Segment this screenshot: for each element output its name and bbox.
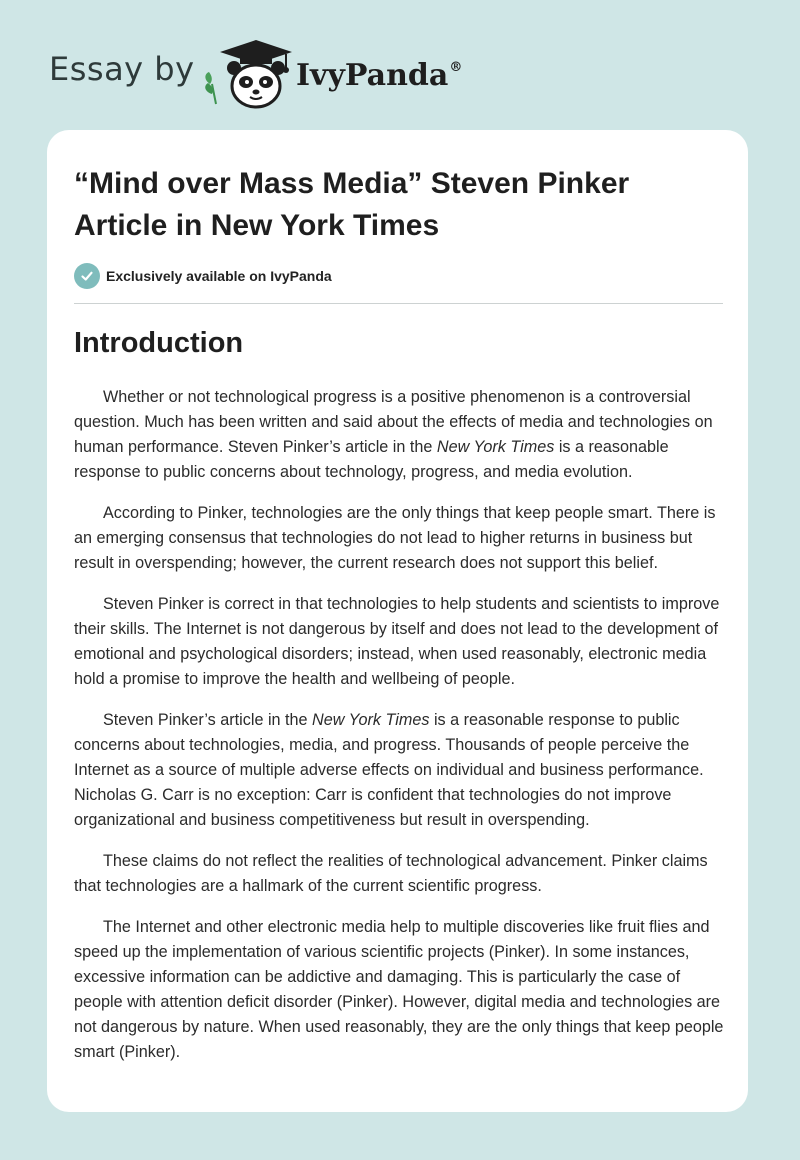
exclusive-badge [74, 263, 332, 289]
ivypanda-logo-icon[interactable] [198, 34, 298, 110]
newspaper-name: New York Times [312, 711, 430, 729]
paragraph-4-part-c: is a reasonable response to public concerns about technologies, media, and progress. Thousands of people perceive the Internet as a source of multiple adverse effects on individual and business performance. Nicholas G. Carr is no exception: Carr is confident that technologies do not improve organizational and business competitiveness but result in overspending. [74, 711, 704, 829]
paragraph-4-part-a: Steven Pinker’s article in the [103, 711, 313, 729]
check-icon [74, 263, 100, 289]
paragraph-4 [74, 708, 726, 833]
essay-card [47, 130, 748, 1112]
brand-text: IvyPanda [296, 58, 449, 93]
divider [74, 303, 723, 304]
paragraph-2: According to Pinker, technologies are the only things that keep people smart. There is an emerging consensus that technologies do not lead to higher returns in business but result in overspending; however, the current research does not support this belief. [74, 504, 716, 572]
paragraph-1-part-c: is a reasonable response to public concerns about technology, progress, and media evolution. [74, 438, 669, 481]
badge-label: Exclusively available on IvyPanda [106, 268, 332, 284]
section-heading: Introduction [74, 327, 244, 359]
paragraph-3: Steven Pinker is correct in that technologies to help students and scientists to improve their skills. The Internet is not dangerous by itself and does not lead to the development of emotional and psychological disorders; instead, when used reasonably, electronic media hold a promise to improve the health and wellbeing of people. [74, 595, 720, 688]
registered-mark: ® [449, 60, 463, 75]
paragraph-1 [74, 385, 726, 485]
paragraph-1-part-a: Whether or not technological progress is a positive phenomenon is a controversial question. Much has been written and said about the effects of media and technologies on human performance. Steven Pinker’s article in the [74, 388, 713, 456]
paragraph-5: These claims do not reflect the realities of technological advancement. Pinker claims that technologies are a hallmark of the current scientific progress. [74, 852, 708, 895]
essay-by-label: Essay by [49, 50, 195, 88]
essay-title: “Mind over Mass Media” Steven Pinker Article in New York Times [74, 167, 630, 242]
article-body [74, 385, 726, 1081]
site-header [0, 0, 800, 120]
paragraph-6: The Internet and other electronic media help to multiple discoveries like fruit flies and speed up the implementation of various scientific projects (Pinker). In some instances, excessive information can be addictive and damaging. This is particularly the case of people with attention deficit disorder (Pinker). However, digital media and technologies are not dangerous by nature. When used reasonably, they are the only things that keep people smart (Pinker). [74, 918, 724, 1061]
newspaper-name: New York Times [436, 438, 555, 456]
brand-name[interactable] [296, 58, 462, 93]
